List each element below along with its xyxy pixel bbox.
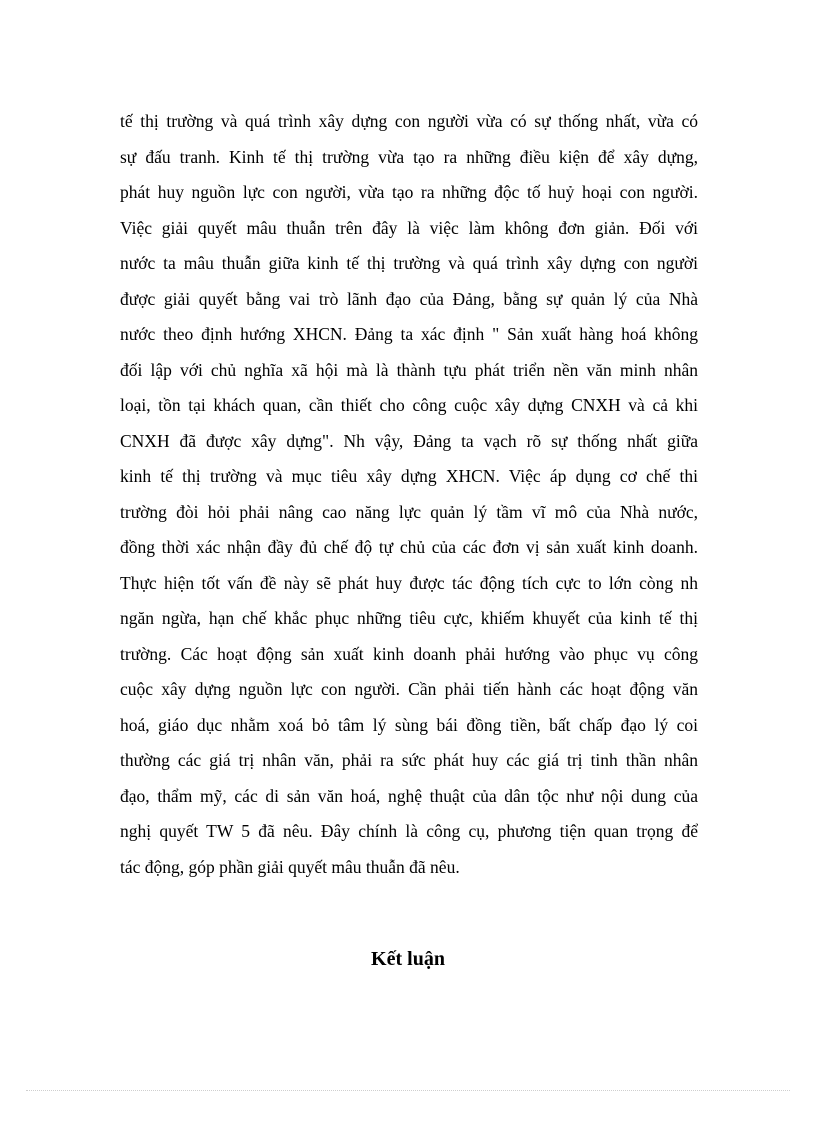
text-line: được giải quyết bằng vai trò lãnh đạo của Đảng, bằng sự quản lý của Nhà: [120, 288, 698, 309]
text-line: đối lập với chủ nghĩa xã hội mà là thành tựu phát triển nền văn minh nhân: [120, 359, 698, 380]
text-line: Thực hiện tốt vấn đề này sẽ phát huy được tác động tích cực to lớn còng nh: [120, 572, 698, 593]
text-line: loại, tồn tại khách quan, cần thiết cho công cuộc xây dựng CNXH và cả khi: [120, 395, 698, 415]
text-line: Việc giải quyết mâu thuẫn trên đây là việc làm không đơn giản. Đối với: [120, 217, 698, 238]
text-line: đồng thời xác nhận đầy đủ chế độ tự chủ của các đơn vị sản xuất kinh doanh.: [120, 537, 698, 557]
text-line: thường các giá trị nhân văn, phải ra sức phát huy các giá trị tinh thần nhân: [120, 750, 698, 770]
body-paragraph: [120, 104, 698, 885]
text-line: hoá, giáo dục nhằm xoá bỏ tâm lý sùng bái đồng tiền, bất chấp đạo lý coi: [120, 714, 698, 735]
text-line: CNXH đã được xây dựng". Nh vậy, Đảng ta vạch rõ sự thống nhất giữa: [120, 430, 698, 451]
text-line: trường. Các hoạt động sản xuất kinh doanh phải hướng vào phục vụ công: [120, 643, 698, 664]
text-line: sự đấu tranh. Kinh tế thị trường vừa tạo ra những điều kiện để xây dựng,: [120, 146, 698, 167]
section-heading: Kết luận: [371, 948, 445, 970]
text-line: kinh tế thị trường và mục tiêu xây dựng XHCN. Việc áp dụng cơ chế thi: [120, 466, 698, 486]
text-line-last: tác động, góp phần giải quyết mâu thuẫn đã nêu.: [120, 856, 460, 877]
text-line: nước ta mâu thuẫn giữa kinh tế thị trường và quá trình xây dựng con người: [120, 253, 698, 273]
page-bottom-divider: [26, 1090, 790, 1091]
text-line: trường đòi hỏi phải nâng cao năng lực quản lý tầm vĩ mô của Nhà nước,: [120, 501, 698, 522]
text-line: nghị quyết TW 5 đã nêu. Đây chính là công cụ, phương tiện quan trọng để: [120, 821, 698, 841]
text-line: đạo, thẩm mỹ, các di sản văn hoá, nghệ thuật của dân tộc như nội dung của: [120, 785, 698, 806]
text-line: cuộc xây dựng nguồn lực con người. Cần phải tiến hành các hoạt động văn: [120, 679, 698, 699]
text-line: nước theo định hướng XHCN. Đảng ta xác định " Sản xuất hàng hoá không: [120, 324, 698, 344]
text-line: tế thị trường và quá trình xây dựng con người vừa có sự thống nhất, vừa có: [120, 111, 698, 131]
text-line: phát huy nguồn lực con người, vừa tạo ra những độc tố huỷ hoại con người.: [120, 182, 698, 202]
text-line: ngăn ngừa, hạn chế khắc phục những tiêu cực, khiếm khuyết của kinh tế thị: [120, 608, 698, 628]
